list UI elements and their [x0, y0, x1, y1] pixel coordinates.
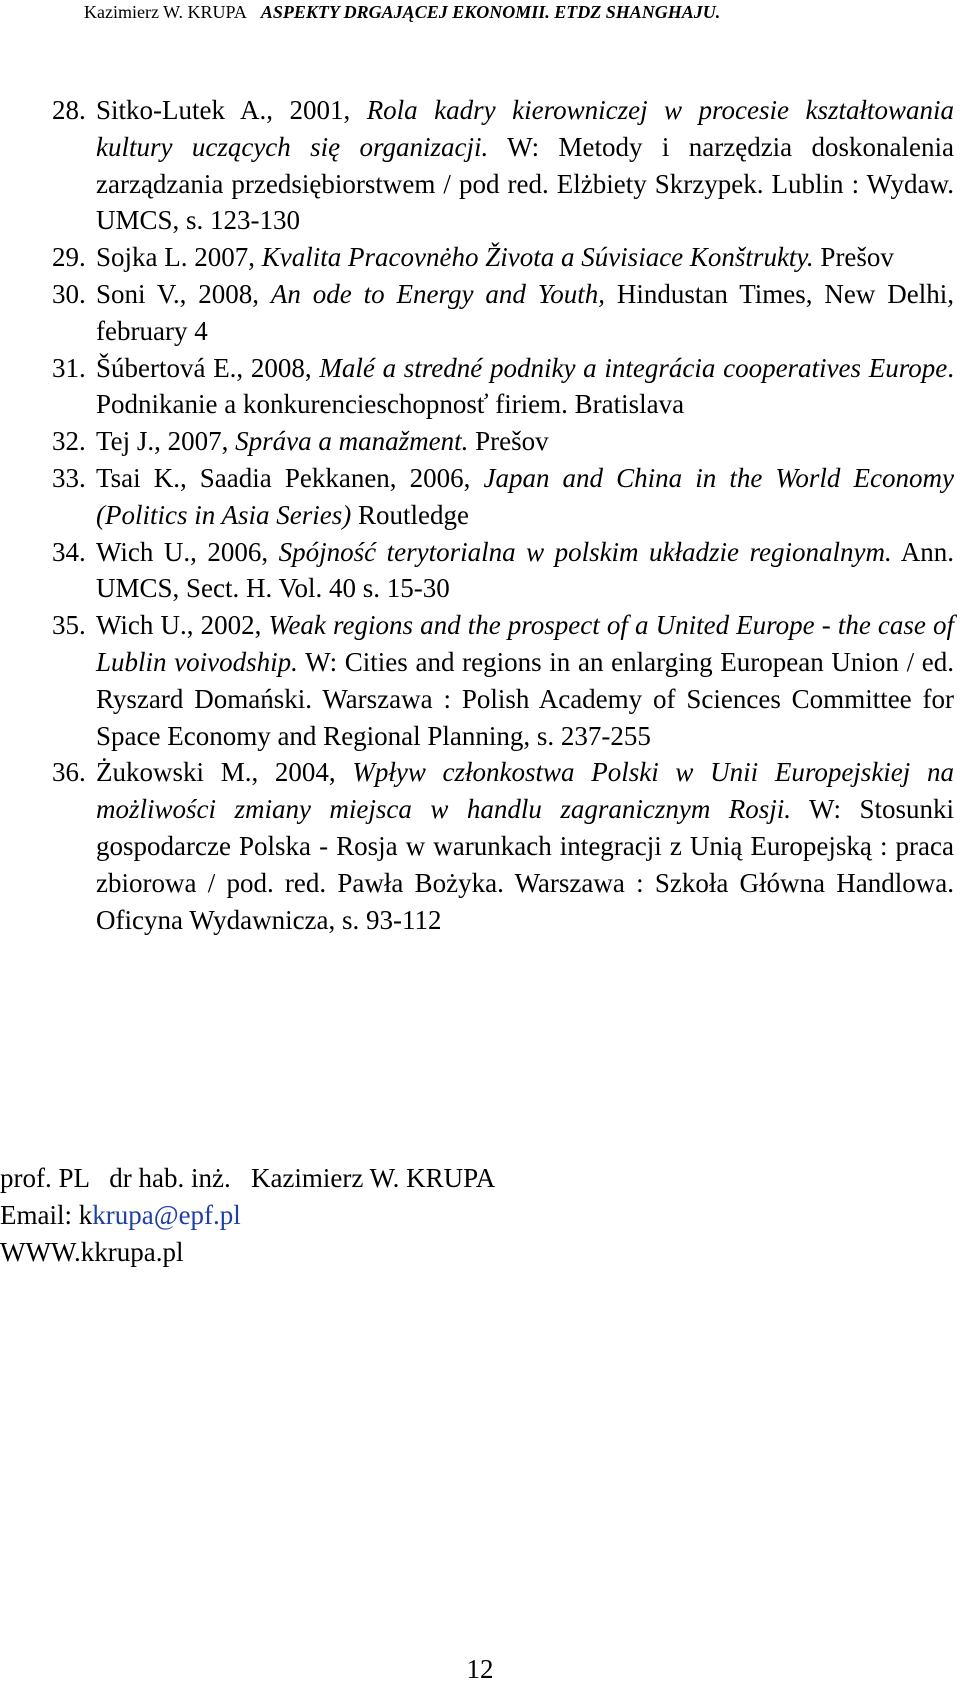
reference-author: Šúbertová E., 2008,: [96, 352, 320, 383]
reference-details: W: Stosunki gospodarcze Polska - Rosja w warunkach integracji z Unią Europejską : praca zbiorowa / pod. red. Pawła Bożyka. Warszawa : Szkoła Główna Handlowa. Oficyna Wydawnicza, s. 93-112: [96, 794, 955, 935]
reference-number: 30.: [52, 278, 86, 309]
reference-author: Soni V., 2008,: [96, 278, 271, 309]
reference-title: Weak regions and the prospect of a United Europe - the case of Lublin voivodship.: [96, 610, 954, 677]
reference-author: Sojka L. 2007,: [96, 242, 262, 273]
reference-number: 29.: [52, 242, 86, 273]
reference-item: [52, 92, 954, 239]
reference-item: [52, 423, 954, 460]
header-title: ASPEKTY DRGAJĄCEJ EKONOMII. ETDZ SHANGHAJU.: [260, 2, 721, 22]
reference-details: Hindustan Times, New Delhi, february 4: [96, 278, 955, 346]
reference-number: 34.: [52, 536, 86, 567]
reference-details: W: Metody i narzędzia doskonalenia zarządzania przedsiębiorstwem / pod red. Elżbiety Skrzypek. Lublin : Wydaw. UMCS, s. 123-130: [96, 131, 954, 236]
reference-number: 31.: [52, 352, 86, 383]
email-link[interactable]: krupa@epf.pl: [92, 1200, 241, 1230]
reference-title: Rola kadry kierowniczej w procesie kształtowania kultury uczących się organizacji.: [96, 95, 954, 162]
reference-title: An ode to Energy and Youth,: [270, 278, 606, 309]
reference-number: 28.: [52, 95, 86, 125]
reference-item: [52, 754, 954, 938]
reference-details: W: Cities and regions in an enlarging European Union / ed. Ryszard Domański. Warszawa : Polish Academy of Sciences Committee for Space Economy and Regional Planning, s. 237-255: [96, 646, 954, 751]
page-number: 12: [466, 1654, 494, 1684]
reference-list: [52, 92, 954, 938]
email-label: Email: k: [0, 1200, 93, 1230]
reference-item: [52, 534, 954, 608]
reference-number: 32.: [52, 426, 86, 457]
reference-number: 33.: [52, 462, 86, 493]
email-line: [0, 1197, 495, 1234]
header-author: Kazimierz W. KRUPA: [84, 2, 247, 22]
website-line: WWW.kkrupa.pl: [0, 1237, 184, 1267]
reference-title: Japan and China in the World Economy (Politics in Asia Series): [96, 462, 954, 530]
reference-item: [52, 460, 954, 534]
reference-item: [52, 239, 954, 276]
reference-item: [52, 276, 954, 350]
reference-item: [52, 607, 954, 754]
reference-author: Tej J., 2007,: [96, 426, 236, 457]
reference-author: Tsai K., Saadia Pekkanen, 2006,: [96, 462, 484, 493]
reference-title: Kvalita Pracovnėho Života a Súvisiace Konštrukty.: [261, 242, 814, 273]
author-name-line: prof. PL dr hab. inż. Kazimierz W. KRUPA: [0, 1163, 496, 1193]
running-header: [84, 2, 720, 23]
reference-title: Malé a stredné podniky a integrácia cooperatives Europe: [319, 352, 948, 383]
reference-details: . Podnikanie a konkurencieschopnosť firiem. Bratislava: [96, 352, 954, 420]
reference-details: Routledge: [351, 499, 469, 530]
reference-title: Spójność terytorialna w polskim układzie regionalnym.: [278, 536, 892, 567]
reference-author: Wich U., 2006,: [96, 536, 279, 567]
reference-item: [52, 350, 954, 424]
reference-title: Wpływ członkostwa Polski w Unii Europejskiej na możliwości zmiany miejsca w handlu zagranicznym Rosji.: [96, 757, 954, 825]
reference-author: Sitko-Lutek A., 2001,: [96, 95, 367, 125]
reference-number: 36.: [52, 757, 86, 788]
reference-details: Ann. UMCS, Sect. H. Vol. 40 s. 15-30: [96, 536, 954, 604]
reference-number: 35.: [52, 610, 86, 641]
reference-title: Správa a manažment.: [235, 426, 469, 457]
reference-author: Wich U., 2002,: [96, 610, 269, 641]
reference-author: Żukowski M., 2004,: [96, 757, 353, 788]
reference-details: Prešov: [813, 242, 894, 273]
author-signature: [0, 1160, 495, 1271]
reference-details: Prešov: [468, 426, 549, 457]
